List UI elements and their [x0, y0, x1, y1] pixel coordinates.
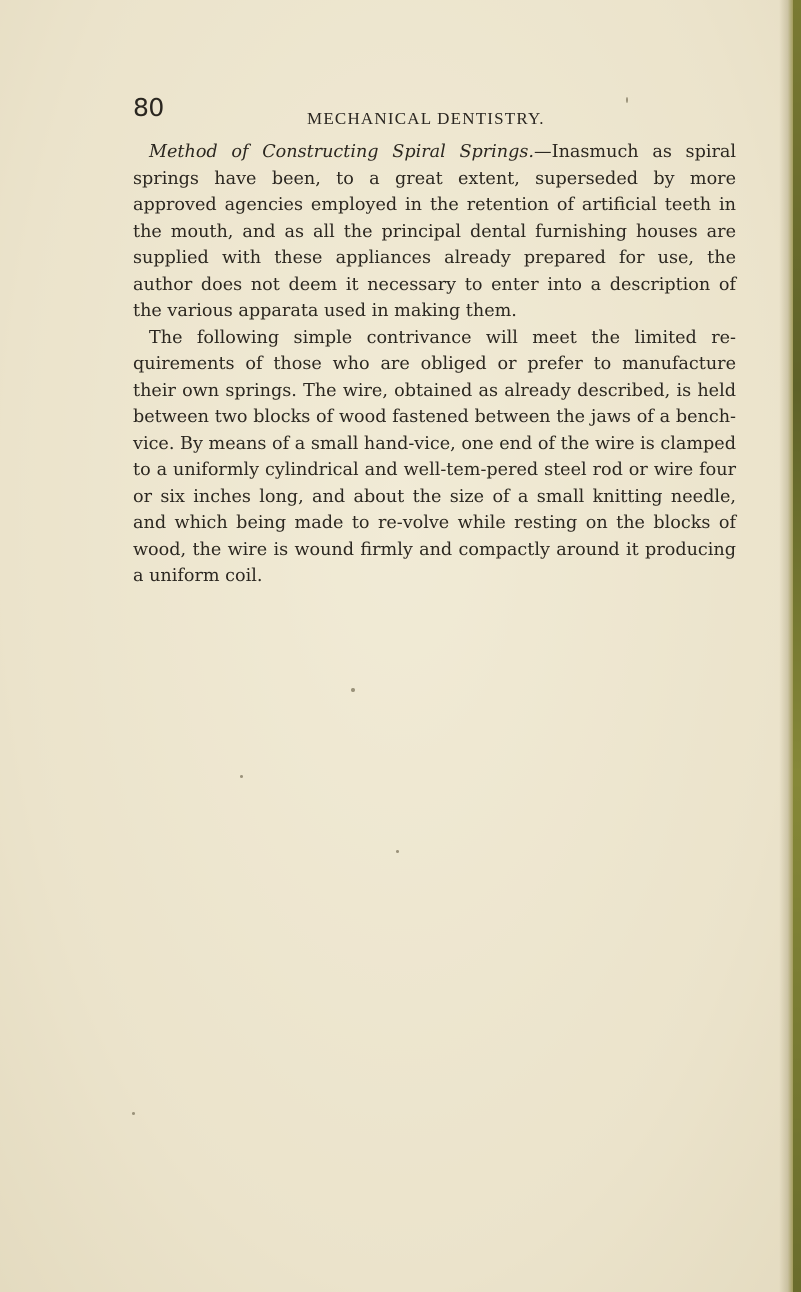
running-title: MECHANICAL DENTISTRY. — [307, 109, 545, 128]
section-heading: Method of Constructing Spiral Springs. — [149, 142, 535, 162]
binding-edge — [793, 0, 801, 1292]
paragraph-1 — [133, 139, 736, 325]
paper-speck — [351, 688, 355, 692]
paper-speck — [132, 1112, 135, 1115]
paragraph-1-text: —Inasmuch as spiral springs have been, to a great extent, superseded by more approved agencies employed in the retention of artificial teeth in the mouth, and as all the principal dental furnishing houses are supplied with these appliances already prepared for use, the author does not deem it necessary to enter into a description of the various apparata used in making them. — [133, 142, 736, 321]
body-text — [133, 139, 736, 590]
paper-speck — [396, 850, 399, 853]
page-header — [133, 93, 673, 135]
paper-speck — [240, 775, 243, 778]
page-number: 80 — [133, 93, 164, 122]
paper-speck — [626, 97, 628, 103]
paragraph-2: The following simple contrivance will meet the limited re-quirements of those who are obliged or prefer to manufacture their own springs. The wire, obtained as already described, is held between two blocks of wood fastened between the jaws of a bench-vice. By means of a small hand-vice, one end of the wire is clamped to a uniformly cylindrical and well-tem-pered steel rod or wire four or six inches long, and about the size of a small knitting needle, and which being made to re-volve while resting on the blocks of wood, the wire is wound firmly and compactly around it producing a uniform coil. — [133, 327, 736, 586]
